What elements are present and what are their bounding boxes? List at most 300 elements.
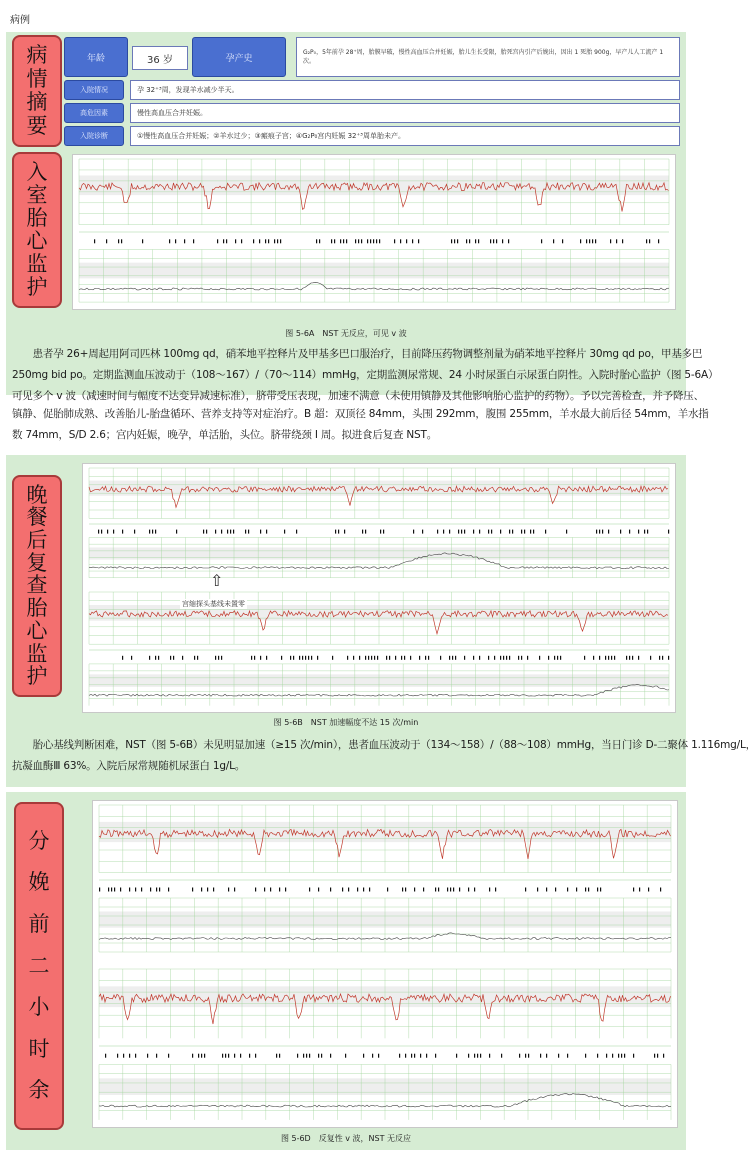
movement-mark (131, 656, 132, 660)
movement-mark (586, 239, 587, 243)
movement-mark (662, 656, 663, 660)
movement-mark (423, 888, 424, 892)
movement-mark (255, 888, 256, 892)
movement-mark (548, 656, 549, 660)
movement-mark (230, 530, 231, 534)
case-summary-section (6, 32, 686, 150)
movement-mark (456, 1054, 457, 1058)
movement-mark (413, 530, 414, 534)
movement-mark (249, 1054, 250, 1058)
movement-mark (622, 239, 623, 243)
movement-mark (340, 239, 341, 243)
movement-mark (319, 239, 320, 243)
movement-mark (503, 656, 504, 660)
movement-mark (198, 1054, 199, 1058)
side-label-char: 情 (26, 66, 48, 91)
movement-mark (537, 888, 538, 892)
movement-mark (334, 239, 335, 243)
movement-mark (546, 1054, 547, 1058)
movement-mark (332, 656, 333, 660)
side-label-char: 餐 (26, 505, 48, 530)
movement-mark (399, 1054, 400, 1058)
movement-mark (150, 888, 151, 892)
movement-mark (383, 530, 384, 534)
movement-mark (296, 530, 297, 534)
movement-mark (449, 530, 450, 534)
movement-mark (624, 1054, 625, 1058)
admission-diagnosis-button[interactable]: 入院诊断 (64, 126, 124, 146)
movement-mark (201, 1054, 202, 1058)
admission-status-text: 孕 32⁺³周，发现羊水减少半天。 (130, 80, 680, 100)
movement-mark (363, 1054, 364, 1058)
movement-mark (335, 530, 336, 534)
movement-mark (194, 656, 195, 660)
movement-mark (663, 1054, 664, 1058)
movement-mark (521, 656, 522, 660)
movement-mark (378, 1054, 379, 1058)
movement-mark (254, 656, 255, 660)
movement-mark (528, 1054, 529, 1058)
movement-mark (650, 656, 651, 660)
movement-mark (443, 530, 444, 534)
movement-mark (343, 239, 344, 243)
age-button[interactable]: 年龄 (64, 37, 128, 77)
side-label-char: 时 (28, 1036, 50, 1061)
movement-mark (449, 656, 450, 660)
movement-mark (281, 656, 282, 660)
side-label-char: 分 (28, 828, 50, 853)
side-label-char: 护 (26, 275, 48, 299)
movement-mark (501, 1054, 502, 1058)
movement-mark (108, 888, 109, 892)
movement-mark (394, 239, 395, 243)
movement-mark (562, 239, 563, 243)
movement-mark (346, 239, 347, 243)
movement-mark (618, 1054, 619, 1058)
movement-mark (608, 530, 609, 534)
admission-monitoring-side-label (12, 152, 62, 308)
movement-mark (494, 656, 495, 660)
movement-mark (512, 530, 513, 534)
admission-status-button[interactable]: 入院情况 (64, 80, 124, 100)
movement-mark (410, 656, 411, 660)
movement-mark (123, 1054, 124, 1058)
side-label-char: 心 (26, 229, 48, 253)
movement-mark (480, 1054, 481, 1058)
movement-mark (519, 1054, 520, 1058)
movement-mark (347, 656, 348, 660)
movement-mark (518, 656, 519, 660)
side-label-char: 胎 (26, 596, 48, 621)
predelivery-monitoring-section (6, 792, 686, 1150)
paragraph-line: 抗凝血酶Ⅲ 63%。入院后尿常规随机尿蛋白 1g/L。 (12, 760, 246, 772)
movement-mark (225, 1054, 226, 1058)
movement-mark (606, 1054, 607, 1058)
movement-mark (149, 656, 150, 660)
movement-mark (218, 656, 219, 660)
movement-mark (588, 888, 589, 892)
movement-mark (321, 1054, 322, 1058)
movement-mark (98, 530, 99, 534)
movement-mark (114, 888, 115, 892)
figure-caption-5-6b: 图 5-6B NST 加速幅度不达 15 次/min (273, 718, 419, 727)
movement-mark (240, 1054, 241, 1058)
movement-mark (215, 530, 216, 534)
movement-mark (266, 656, 267, 660)
obstetric-history-text: G₂P₀，5年前孕 28⁺周，胎膜早破，慢性高血压合并妊娠，胎儿生长受限，胎死宫内引产后娩出，因出 1 死胎 900g，早产儿人工流产 1 次。 (296, 37, 680, 77)
movement-mark (248, 530, 249, 534)
movement-mark (525, 1054, 526, 1058)
movement-mark (233, 530, 234, 534)
movement-mark (596, 530, 597, 534)
movement-mark (540, 1054, 541, 1058)
movement-mark (374, 656, 375, 660)
annotation-arrow: ⇧ (210, 571, 224, 590)
movement-mark (610, 239, 611, 243)
movement-mark (473, 530, 474, 534)
movement-mark (152, 530, 153, 534)
movement-mark (94, 239, 95, 243)
movement-mark (365, 656, 366, 660)
side-label-char: 二 (28, 953, 50, 978)
movement-mark (405, 888, 406, 892)
movement-mark (406, 239, 407, 243)
movement-mark (659, 656, 660, 660)
movement-mark (121, 239, 122, 243)
movement-mark (241, 239, 242, 243)
movement-mark (358, 239, 359, 243)
movement-mark (201, 888, 202, 892)
movement-mark (363, 888, 364, 892)
movement-mark (422, 530, 423, 534)
movement-mark (660, 888, 661, 892)
movement-mark (303, 1054, 304, 1058)
movement-mark (629, 656, 630, 660)
movement-mark (318, 888, 319, 892)
side-label-char: 复 (26, 550, 48, 575)
movement-mark (155, 656, 156, 660)
movement-mark (317, 656, 318, 660)
movement-mark (632, 656, 633, 660)
movement-mark (527, 656, 528, 660)
movement-mark (192, 888, 193, 892)
movement-mark (308, 656, 309, 660)
movement-mark (279, 888, 280, 892)
movement-mark (169, 239, 170, 243)
risk-factors-text: 慢性高血压合并妊娠。 (130, 103, 680, 123)
movement-mark (473, 656, 474, 660)
movement-mark (638, 530, 639, 534)
movement-mark (373, 239, 374, 243)
movement-mark (599, 656, 600, 660)
movement-mark (265, 239, 266, 243)
movement-mark (142, 239, 143, 243)
movement-mark (560, 656, 561, 660)
movement-mark (226, 239, 227, 243)
movement-mark (277, 239, 278, 243)
side-label-char: 监 (26, 252, 48, 276)
movement-mark (464, 530, 465, 534)
ctg-chart-5-6a (72, 154, 676, 310)
movement-mark (293, 656, 294, 660)
movement-mark (657, 1054, 658, 1058)
ctg-trace-5-6d (93, 801, 677, 1127)
predelivery-monitoring-side-label (14, 802, 64, 1130)
movement-mark (557, 656, 558, 660)
movement-mark (452, 656, 453, 660)
movement-mark (414, 1054, 415, 1058)
paragraph-line: 250mg bid po。定期监测血压波动于（108～167）/（70～114）mmHg，定期监测尿常规、24 小时尿蛋白示尿蛋白阴性。入院时胎心监护（图 5-6A） (12, 369, 719, 381)
movement-mark (668, 656, 669, 660)
movement-mark (539, 656, 540, 660)
movement-mark (184, 239, 185, 243)
movement-mark (464, 656, 465, 660)
movement-mark (302, 656, 303, 660)
movement-mark (489, 888, 490, 892)
movement-mark (411, 1054, 412, 1058)
side-label-char: 胎 (26, 206, 48, 230)
movement-mark (297, 1054, 298, 1058)
movement-mark (170, 656, 171, 660)
obstetric-history-button[interactable]: 孕产史 (192, 37, 286, 77)
movement-mark (428, 656, 429, 660)
movement-mark (509, 530, 510, 534)
movement-mark (355, 239, 356, 243)
movement-mark (558, 1054, 559, 1058)
movement-mark (567, 888, 568, 892)
movement-mark (554, 656, 555, 660)
movement-mark (147, 1054, 148, 1058)
movement-mark (488, 530, 489, 534)
movement-mark (113, 530, 114, 534)
movement-mark (509, 656, 510, 660)
movement-mark (479, 656, 480, 660)
paragraph-line: 患者孕 26+周起用阿司匹林 100mg qd，硝苯地平控释片及甲基多巴口服治疗，目前降压药物调整剂量为硝苯地平控释片 30mg qd po，甲基多巴 (12, 348, 703, 360)
movement-mark (193, 239, 194, 243)
movement-mark (605, 656, 606, 660)
movement-mark (611, 656, 612, 660)
side-label-char: 余 (28, 1078, 50, 1103)
movement-mark (204, 1054, 205, 1058)
movement-mark (425, 656, 426, 660)
movement-mark (440, 656, 441, 660)
movement-mark (330, 888, 331, 892)
movement-mark (234, 888, 235, 892)
admission-diagnosis-text: ①慢性高血压合并妊娠；②羊水过少；③瘢痕子宫；④G₂P₀宫内妊娠 32⁺³周单胎未产。 (130, 126, 680, 146)
ctg-trace-5-6a (73, 155, 675, 309)
movement-mark (648, 888, 649, 892)
movement-mark (419, 656, 420, 660)
movement-mark (451, 239, 452, 243)
movement-mark (318, 1054, 319, 1058)
movement-mark (620, 530, 621, 534)
movement-mark (566, 530, 567, 534)
movement-mark (370, 239, 371, 243)
side-label-char: 要 (26, 113, 48, 138)
movement-mark (342, 888, 343, 892)
movement-mark (223, 239, 224, 243)
paragraph-5-6a (12, 344, 719, 407)
movement-mark (438, 888, 439, 892)
movement-mark (386, 656, 387, 660)
movement-mark (530, 530, 531, 534)
movement-mark (469, 239, 470, 243)
movement-mark (284, 530, 285, 534)
header-label: 病例 (10, 15, 30, 26)
movement-mark (633, 1054, 634, 1058)
movement-mark (105, 1054, 106, 1058)
movement-mark (228, 888, 229, 892)
side-label-char: 摘 (26, 90, 48, 115)
movement-mark (616, 239, 617, 243)
movement-mark (134, 530, 135, 534)
movement-mark (260, 656, 261, 660)
movement-mark (597, 1054, 598, 1058)
movement-mark (135, 1054, 136, 1058)
movement-mark (173, 656, 174, 660)
movement-mark (546, 888, 547, 892)
paragraph-line: 数 74mm，S/D 2.6；宫内妊娠，晚孕，单活胎，头位。脐带绕颈 I 周。拟进食后复查 NST。 (12, 429, 438, 441)
movement-mark (348, 888, 349, 892)
movement-mark (182, 656, 183, 660)
movement-mark (521, 530, 522, 534)
movement-mark (129, 888, 130, 892)
movement-mark (639, 888, 640, 892)
movement-mark (401, 656, 402, 660)
movement-mark (203, 530, 204, 534)
movement-mark (553, 239, 554, 243)
movement-mark (221, 530, 222, 534)
movement-mark (299, 656, 300, 660)
movement-mark (602, 530, 603, 534)
movement-mark (227, 530, 228, 534)
movement-mark (420, 1054, 421, 1058)
side-label-char: 查 (26, 573, 48, 598)
movement-mark (435, 888, 436, 892)
admission-monitoring-section (6, 150, 719, 402)
movement-mark (478, 239, 479, 243)
figure-caption-5-6a: 图 5-6A NST 无反应，可见 v 波 (285, 329, 407, 338)
side-label-char: 前 (28, 911, 50, 936)
movement-mark (453, 888, 454, 892)
movement-mark (508, 239, 509, 243)
movement-mark (376, 239, 377, 243)
movement-mark (500, 656, 501, 660)
movement-mark (506, 656, 507, 660)
movement-mark (235, 239, 236, 243)
movement-mark (489, 1054, 490, 1058)
movement-mark (447, 888, 448, 892)
movement-mark (647, 530, 648, 534)
movement-mark (367, 239, 368, 243)
movement-mark (276, 1054, 277, 1058)
movement-mark (533, 530, 534, 534)
movement-mark (405, 1054, 406, 1058)
movement-mark (365, 530, 366, 534)
movement-mark (644, 530, 645, 534)
movement-mark (345, 1054, 346, 1058)
movement-mark (457, 239, 458, 243)
movement-mark (260, 530, 261, 534)
movement-mark (222, 1054, 223, 1058)
movement-mark (668, 530, 669, 534)
movement-mark (593, 656, 594, 660)
movement-mark (99, 888, 100, 892)
movement-mark (450, 888, 451, 892)
movement-mark (496, 239, 497, 243)
movement-mark (595, 239, 596, 243)
risk-factors-button[interactable]: 高危因素 (64, 103, 124, 123)
movement-mark (371, 656, 372, 660)
movement-mark (612, 1054, 613, 1058)
movement-mark (338, 530, 339, 534)
movement-mark (135, 888, 136, 892)
movement-mark (120, 888, 121, 892)
side-label-char: 心 (26, 618, 48, 643)
movement-mark (197, 656, 198, 660)
movement-mark (649, 239, 650, 243)
movement-mark (168, 1054, 169, 1058)
movement-mark (629, 530, 630, 534)
movement-mark (435, 1054, 436, 1058)
movement-mark (122, 530, 123, 534)
movement-mark (159, 888, 160, 892)
movement-mark (280, 239, 281, 243)
movement-mark (141, 888, 142, 892)
movement-mark (479, 530, 480, 534)
movement-mark (368, 656, 369, 660)
movement-mark (475, 239, 476, 243)
movement-mark (633, 888, 634, 892)
movement-mark (330, 1054, 331, 1058)
figure-caption-5-6d: 图 5-6D 反复性 v 波，NST 无反应 (280, 1134, 412, 1143)
ctg-chart-5-6d (92, 800, 678, 1128)
case-summary-side-label (12, 35, 62, 147)
movement-mark (493, 239, 494, 243)
movement-mark (264, 888, 265, 892)
movement-mark (525, 888, 526, 892)
movement-mark (156, 1054, 157, 1058)
paragraph-line: 胎心基线判断困难，NST（图 5-6B）未见明显加速（≥15 次/min），患者血压波动于（134～158）/（88～108）mmHg，当日门诊 D-二聚体 1.116mg/L， (12, 739, 756, 751)
movement-mark (255, 1054, 256, 1058)
movement-mark (404, 656, 405, 660)
movement-mark (585, 1054, 586, 1058)
movement-mark (418, 239, 419, 243)
movement-mark (285, 888, 286, 892)
movement-mark (158, 656, 159, 660)
movement-mark (268, 239, 269, 243)
movement-mark (129, 1054, 130, 1058)
movement-mark (274, 239, 275, 243)
movement-mark (474, 888, 475, 892)
movement-mark (149, 530, 150, 534)
movement-mark (168, 888, 169, 892)
paragraph-5-6b (12, 735, 756, 777)
movement-mark (585, 888, 586, 892)
side-label-char: 病 (26, 43, 48, 68)
movement-mark (156, 888, 157, 892)
movement-mark (228, 1054, 229, 1058)
movement-mark (306, 1054, 307, 1058)
movement-mark (353, 656, 354, 660)
movement-mark (311, 656, 312, 660)
movement-mark (468, 888, 469, 892)
side-label-char: 娩 (28, 870, 50, 895)
movement-mark (155, 530, 156, 534)
movement-mark (331, 239, 332, 243)
annotation-text: 宫缩探头基线未置零 (182, 600, 245, 608)
movement-mark (251, 656, 252, 660)
